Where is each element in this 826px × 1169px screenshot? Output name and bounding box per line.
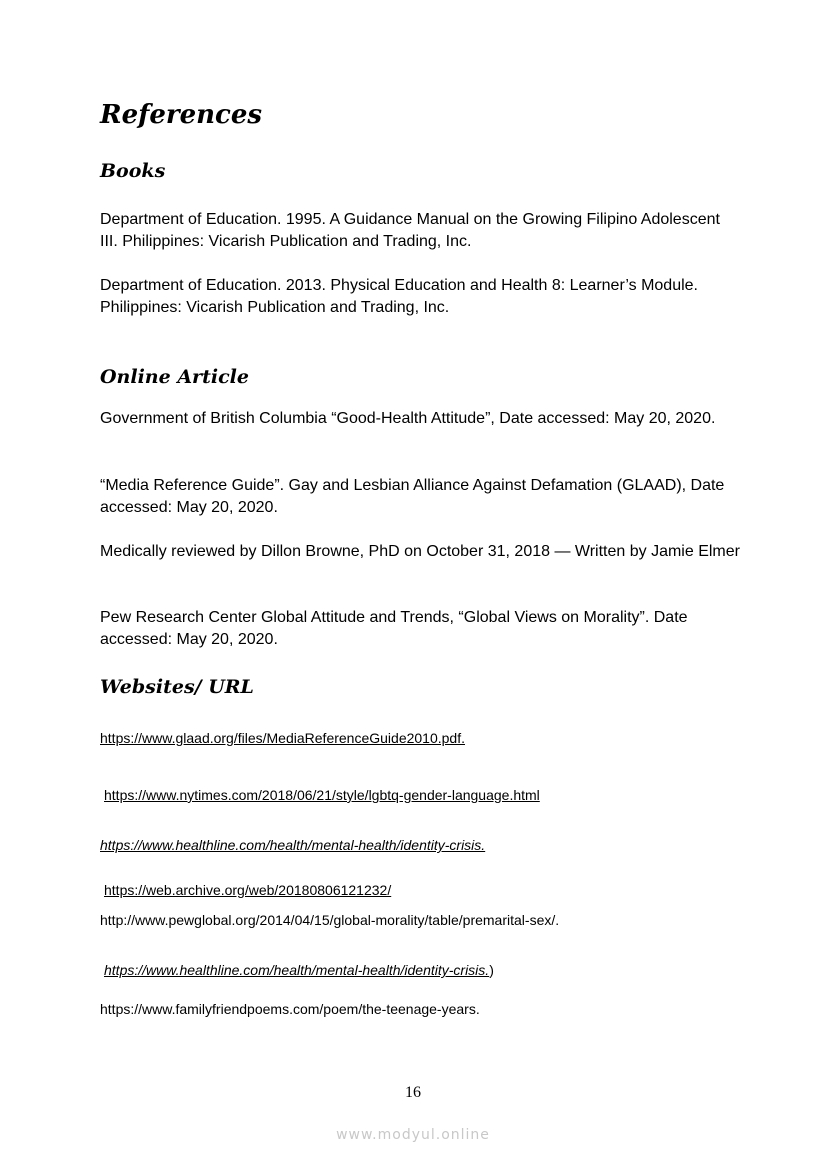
books-entry-1: Department of Education. 1995. A Guidance Manual on the Growing Filipino Adolescent III. Philippines: Vicarish Publication and Trading, Inc.: [100, 211, 720, 250]
websites-heading: Websites/ URL: [100, 676, 254, 698]
link-pewglobal-morality: http://www.pewglobal.org/2014/04/15/global-morality/table/premarital-sex/.: [100, 912, 560, 928]
closing-parenthesis: ): [489, 962, 494, 978]
watermark: www.modyul.online: [336, 1127, 490, 1143]
link-healthline-identity-crisis-2-wrap: [104, 961, 494, 979]
books-entry-2: Department of Education. 2013. Physical Education and Health 8: Learner’s Module. Philippines: Vicarish Publication and Trading, Inc.: [100, 277, 698, 316]
online-article-heading: Online Article: [100, 366, 249, 388]
page-number: 16: [405, 1084, 421, 1101]
link-web-archive[interactable]: https://web.archive.org/web/20180806121232/: [104, 882, 392, 898]
online-entry-2: “Media Reference Guide”. Gay and Lesbian Alliance Against Defamation (GLAAD), Date accessed: May 20, 2020.: [100, 477, 725, 516]
page-title: References: [100, 100, 263, 130]
link-familyfriendpoems: https://www.familyfriendpoems.com/poem/the-teenage-years.: [100, 1001, 480, 1017]
link-healthline-identity-crisis[interactable]: https://www.healthline.com/health/mental-health/identity-crisis.: [100, 837, 486, 853]
online-entry-4: Pew Research Center Global Attitude and Trends, “Global Views on Morality”. Date accessed: May 20, 2020.: [100, 609, 688, 648]
link-nytimes-language[interactable]: https://www.nytimes.com/2018/06/21/style/lgbtq-gender-language.html: [104, 787, 540, 803]
link-glaad-guide[interactable]: https://www.glaad.org/files/MediaReferenceGuide2010.pdf.: [100, 730, 465, 746]
online-entry-3: Medically reviewed by Dillon Browne, PhD on October 31, 2018 — Written by Jamie Elmer: [100, 543, 740, 560]
link-healthline-identity-crisis-2[interactable]: https://www.healthline.com/health/mental-health/identity-crisis.: [104, 962, 490, 978]
books-heading: Books: [100, 160, 166, 182]
online-entry-1: Government of British Columbia “Good-Health Attitude”, Date accessed: May 20, 2020.: [100, 410, 716, 427]
